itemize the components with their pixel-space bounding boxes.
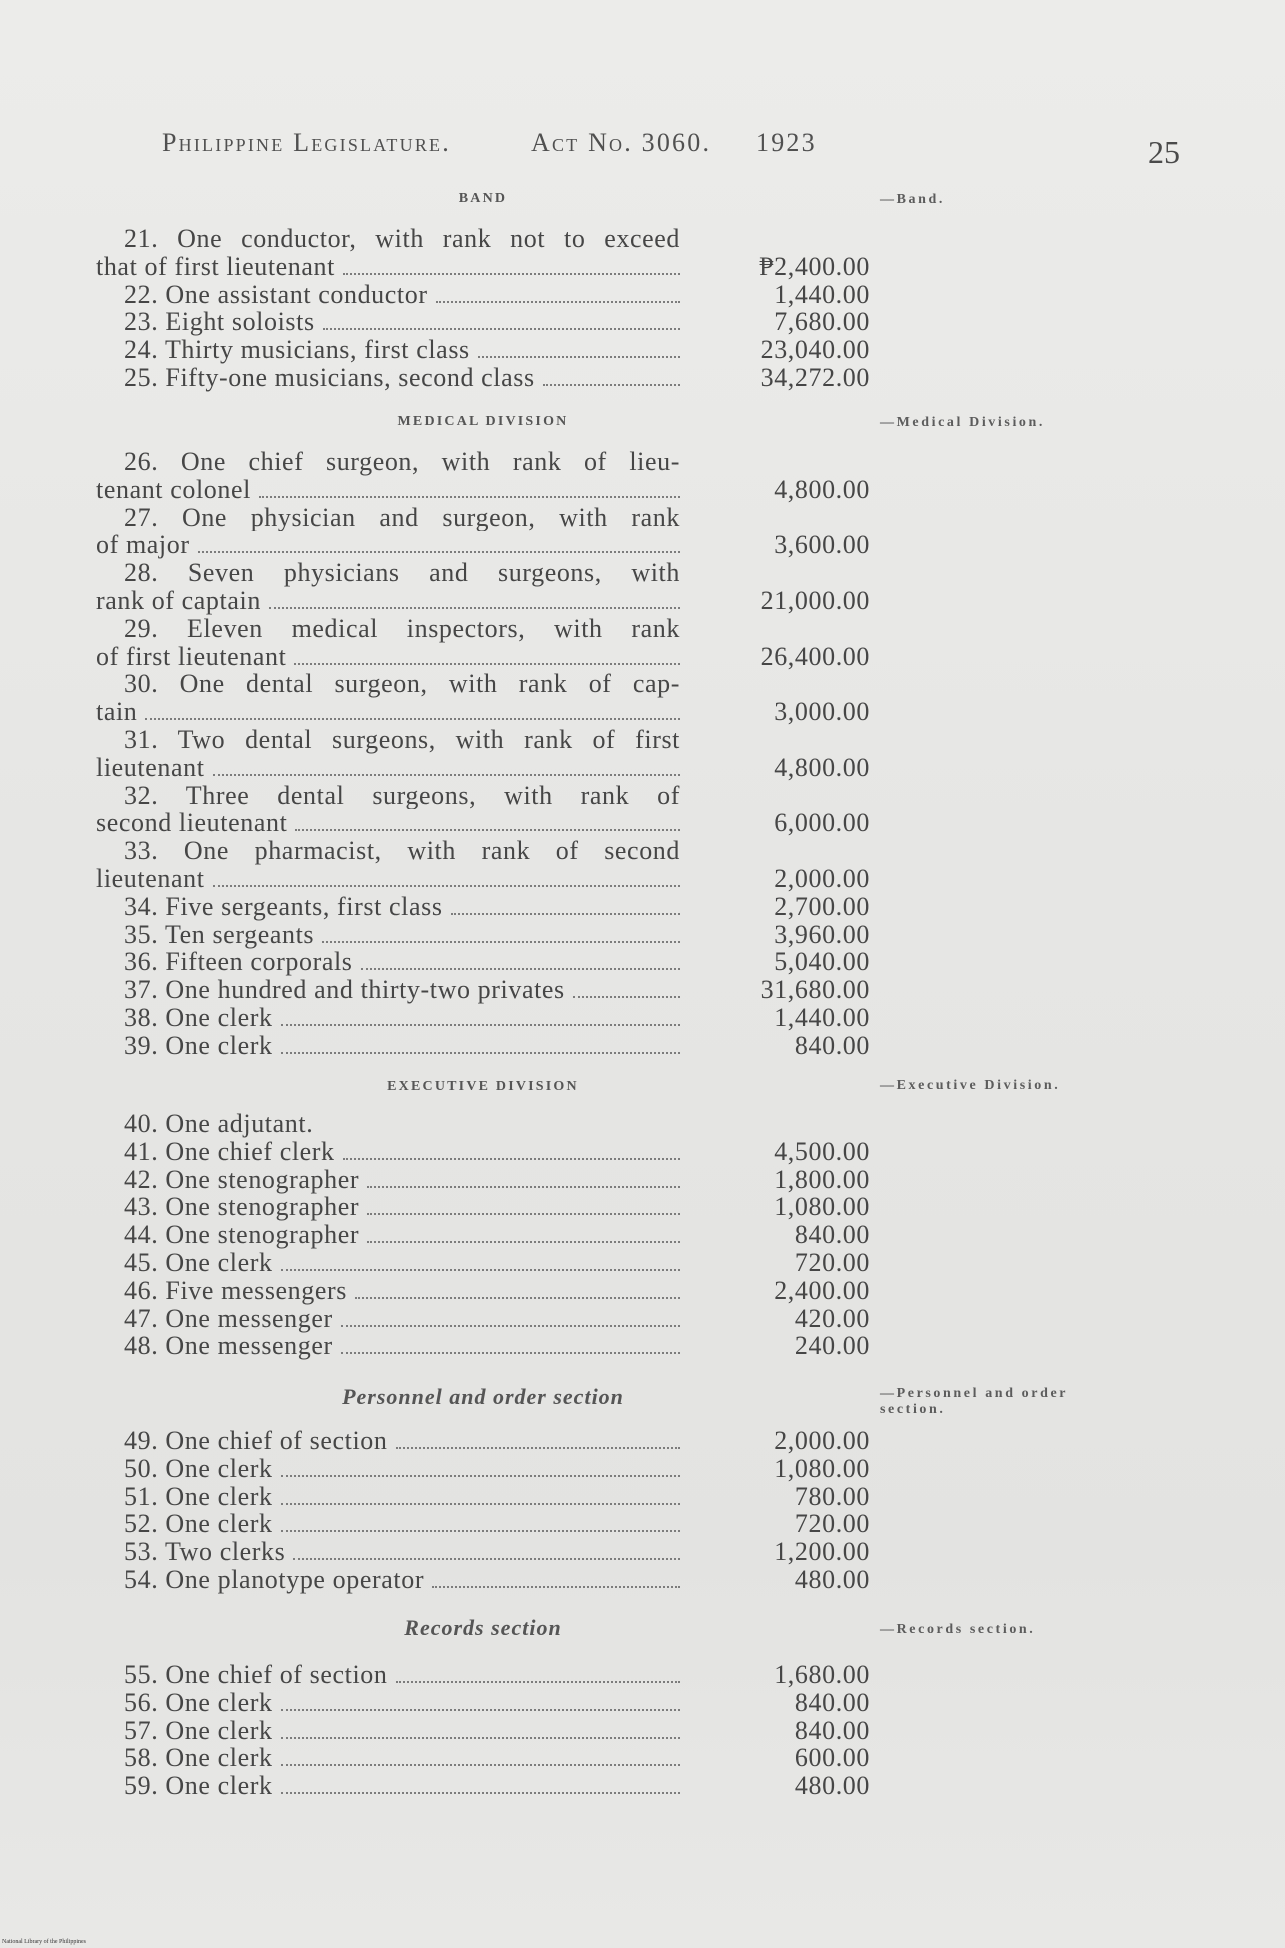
item-amount: 1,440.00 [774, 1002, 870, 1032]
item-amount: ₱2,400.00 [759, 251, 870, 281]
item-text: Fifteen corporals [165, 947, 353, 977]
item-number: 42. [124, 1164, 159, 1194]
item-text: One conductor, with rank not to exceed [177, 225, 680, 253]
item-text: One stenographer [165, 1220, 360, 1250]
item-amount: 840.00 [794, 1687, 870, 1717]
dot-leader [367, 1186, 680, 1188]
item-number: 54. [124, 1564, 159, 1594]
item-amount: 4,500.00 [774, 1136, 870, 1166]
list-item [96, 921, 870, 949]
item-amount: 720.00 [794, 1509, 870, 1539]
item-line-2 [96, 643, 870, 671]
item-text: Thirty musicians, first class [164, 335, 470, 365]
page-number: 25 [1148, 134, 1180, 170]
item-number: 37. [124, 975, 159, 1005]
item-number: 55. [124, 1660, 159, 1689]
list-item [96, 1332, 870, 1360]
item-number: 23. [124, 307, 159, 337]
item-amount: 240.00 [794, 1331, 870, 1361]
item-label [124, 1510, 273, 1538]
item-amount: 1,680.00 [774, 1660, 870, 1689]
item-text: One clerk [165, 1687, 273, 1717]
item-number: 56. [124, 1687, 159, 1717]
item-amount: 4,800.00 [774, 752, 870, 782]
item-number: 51. [124, 1481, 159, 1511]
item-label [124, 1166, 359, 1194]
item-text-continued: that of first lieutenant [96, 251, 335, 281]
item-number: 24. [124, 335, 159, 365]
dot-leader [269, 607, 680, 609]
item-text: One clerk [165, 1453, 273, 1483]
item-text: Five sergeants, first class [165, 891, 443, 921]
item-amount: 840.00 [794, 1030, 870, 1060]
dot-leader [281, 1764, 680, 1766]
dot-leader [281, 1709, 680, 1711]
item-text: Eleven medical inspectors, with rank [187, 614, 680, 643]
item-amount: 2,000.00 [774, 1426, 870, 1455]
list-item [96, 308, 870, 336]
item-amount: 480.00 [794, 1771, 870, 1801]
list-item [96, 448, 870, 504]
item-label [124, 1566, 424, 1594]
item-amount: 3,000.00 [774, 697, 870, 727]
item-amount: 21,000.00 [760, 585, 870, 615]
dot-leader [343, 273, 680, 275]
item-label [124, 1305, 333, 1333]
item-text: One adjutant. [165, 1109, 314, 1138]
item-label [124, 1249, 273, 1277]
item-number: 43. [124, 1192, 159, 1222]
item-text: One chief clerk [165, 1136, 335, 1166]
item-line-2 [96, 865, 870, 893]
list-item [96, 1004, 870, 1032]
dot-leader [367, 1241, 680, 1243]
item-text: One clerk [165, 1771, 273, 1801]
item-number: 36. [124, 947, 159, 977]
item-number: 34. [124, 891, 159, 921]
item-number: 35. [124, 919, 159, 949]
list-item [96, 976, 870, 1004]
item-text-continued: second lieutenant [96, 808, 288, 838]
item-text: One clerk [165, 1743, 273, 1773]
item-amount: 1,080.00 [774, 1453, 870, 1483]
list-item [96, 1661, 870, 1689]
item-number: 22. [124, 279, 159, 309]
item-text-continued: lieutenant [96, 863, 205, 893]
item-text: One assistant conductor [165, 279, 428, 309]
list-item [96, 281, 870, 309]
item-text: One clerk [165, 1030, 273, 1060]
list-item [96, 1166, 870, 1194]
item-text: One chief of section [165, 1660, 388, 1689]
item-text: One chief of section [165, 1426, 388, 1455]
dot-leader [341, 1352, 680, 1354]
item-amount: 31,680.00 [760, 975, 870, 1005]
list-item [96, 364, 870, 392]
list-item [96, 1427, 870, 1455]
item-amount: 3,600.00 [774, 530, 870, 560]
item-label [124, 1689, 273, 1717]
item-text: Two clerks [164, 1537, 286, 1567]
item-line-1 [96, 726, 680, 754]
dot-leader [295, 829, 680, 831]
list-item [96, 1744, 870, 1772]
section-personnel-items [96, 1427, 870, 1594]
dot-leader [281, 1737, 680, 1739]
list-item [96, 1110, 870, 1138]
section-heading-records: Records section [404, 1615, 562, 1640]
item-number: 45. [124, 1247, 159, 1277]
item-amount: 720.00 [794, 1247, 870, 1277]
item-text: Two dental surgeons, with rank of first [177, 725, 680, 754]
item-amount: 26,400.00 [760, 641, 870, 671]
dot-leader [573, 996, 680, 998]
item-label [124, 1455, 273, 1483]
margin-note-executive-division: —Executive Division. [880, 1078, 1061, 1093]
item-number: 33. [124, 837, 159, 865]
item-text: One planotype operator [165, 1564, 425, 1594]
item-line-2 [96, 809, 870, 837]
dot-leader [341, 1325, 680, 1327]
footer-credit: National Library of the Philippines [2, 1939, 86, 1945]
item-amount: 480.00 [794, 1564, 870, 1594]
item-number: 41. [124, 1136, 159, 1166]
item-number: 44. [124, 1220, 159, 1250]
item-text: Eight soloists [165, 307, 315, 337]
item-label [124, 921, 314, 949]
item-line-1 [96, 504, 680, 532]
item-line-1 [96, 670, 680, 698]
item-text: Fifty-one musicians, second class [165, 362, 535, 392]
item-text: One chief surgeon, with rank of lieu- [180, 448, 680, 476]
item-label [124, 1138, 335, 1166]
item-label [124, 1744, 273, 1772]
dot-leader [293, 1558, 680, 1560]
list-item [96, 1689, 870, 1717]
item-label [124, 1717, 273, 1745]
item-amount: 420.00 [794, 1303, 870, 1333]
item-amount: 2,000.00 [774, 863, 870, 893]
item-number: 49. [124, 1426, 159, 1455]
item-text: One messenger [165, 1331, 333, 1361]
item-amount: 4,800.00 [774, 474, 870, 504]
item-label [124, 1277, 347, 1305]
dot-leader [213, 774, 680, 776]
item-number: 31. [124, 725, 159, 754]
item-text: One clerk [165, 1247, 273, 1277]
item-number: 47. [124, 1303, 159, 1333]
item-label [124, 893, 443, 921]
list-item [96, 1717, 870, 1745]
item-label [124, 1661, 388, 1689]
item-amount: 1,080.00 [774, 1192, 870, 1222]
item-number: 59. [124, 1771, 159, 1801]
section-medical-items [96, 448, 870, 1060]
item-label [124, 1032, 273, 1060]
list-item [96, 615, 870, 671]
item-number: 52. [124, 1509, 159, 1539]
item-amount: 2,400.00 [774, 1275, 870, 1305]
item-text-continued: tain [96, 697, 138, 727]
dot-leader [281, 1530, 680, 1532]
item-amount: 5,040.00 [774, 947, 870, 977]
dot-leader [451, 913, 680, 915]
item-number: 25. [124, 362, 159, 392]
dot-leader [396, 1447, 680, 1449]
dot-leader [281, 1475, 680, 1477]
dot-leader [294, 663, 680, 665]
list-item [96, 1455, 870, 1483]
list-item [96, 837, 870, 893]
dot-leader [343, 1158, 680, 1160]
item-line-2 [96, 253, 870, 281]
item-amount: 600.00 [794, 1743, 870, 1773]
list-item [96, 559, 870, 615]
item-line-1 [96, 559, 680, 587]
dot-leader [355, 1297, 680, 1299]
margin-note-medical-division: —Medical Division. [880, 415, 1046, 430]
item-number: 28. [124, 559, 159, 587]
dot-leader [281, 1269, 680, 1271]
section-heading-executive-division: EXECUTIVE DIVISION [387, 1079, 579, 1094]
list-item [96, 1483, 870, 1511]
list-item [96, 1277, 870, 1305]
item-line-1 [96, 448, 680, 476]
list-item [96, 1538, 870, 1566]
item-label [124, 1483, 273, 1511]
dot-leader [432, 1586, 680, 1588]
section-records-items [96, 1661, 870, 1800]
item-amount: 23,040.00 [760, 335, 870, 365]
item-text-continued: of first lieutenant [96, 641, 287, 671]
dot-leader [543, 384, 680, 386]
item-text: Ten sergeants [164, 919, 315, 949]
item-text-continued: lieutenant [96, 752, 205, 782]
list-item [96, 1249, 870, 1277]
item-text-continued: tenant colonel [96, 474, 251, 504]
item-amount: 1,800.00 [774, 1164, 870, 1194]
item-line-2 [96, 587, 870, 615]
item-amount: 840.00 [794, 1715, 870, 1745]
item-label [124, 281, 428, 309]
item-text: One dental surgeon, with rank of cap- [179, 670, 680, 699]
item-amount: 780.00 [794, 1481, 870, 1511]
item-amount: 2,700.00 [774, 891, 870, 921]
item-amount: 840.00 [794, 1220, 870, 1250]
item-label [124, 308, 315, 336]
item-text-continued: rank of captain [96, 585, 261, 615]
item-text: One clerk [165, 1715, 273, 1745]
dot-leader [367, 1213, 680, 1215]
dot-leader [281, 1024, 680, 1026]
section-heading-band: BAND [458, 191, 508, 206]
item-line-1 [96, 615, 680, 643]
item-number: 46. [124, 1275, 159, 1305]
item-text: One hundred and thirty-two privates [165, 975, 565, 1005]
item-text: One clerk [165, 1002, 273, 1032]
list-item [96, 1510, 870, 1538]
item-number: 32. [124, 781, 159, 810]
item-label [124, 364, 535, 392]
dot-leader [281, 1792, 680, 1794]
item-line-1 [96, 225, 680, 253]
item-text: One clerk [165, 1509, 273, 1539]
item-label [124, 1221, 359, 1249]
item-label [124, 948, 353, 976]
section-heading-medical-division: MEDICAL DIVISION [397, 414, 569, 429]
margin-note-band: —Band. [880, 192, 946, 207]
item-amount: 1,440.00 [774, 279, 870, 309]
item-number: 38. [124, 1002, 159, 1032]
item-label [124, 976, 565, 1004]
running-head-title: Philippine Legislature. [162, 128, 451, 157]
item-number: 50. [124, 1453, 159, 1483]
item-amount: 7,680.00 [774, 307, 870, 337]
item-text: One messenger [165, 1303, 333, 1333]
list-item [96, 893, 870, 921]
item-text: Three dental surgeons, with rank of [185, 781, 680, 810]
item-line-1 [96, 837, 680, 865]
list-item [96, 1566, 870, 1594]
item-label [124, 1110, 313, 1138]
list-item [96, 670, 870, 726]
list-item [96, 336, 870, 364]
dot-leader [213, 885, 680, 887]
section-band-items [96, 225, 870, 392]
item-label [124, 1332, 333, 1360]
item-label [124, 1538, 285, 1566]
dot-leader [361, 968, 680, 970]
list-item [96, 504, 870, 560]
item-number: 21. [124, 225, 159, 253]
item-number: 40. [124, 1109, 159, 1138]
item-number: 30. [124, 670, 159, 699]
dot-leader [322, 941, 680, 943]
item-label [124, 1193, 359, 1221]
item-label [124, 1772, 273, 1800]
dot-leader [281, 1503, 680, 1505]
item-number: 27. [124, 503, 159, 532]
item-line-1 [96, 782, 680, 810]
item-label [124, 1427, 388, 1455]
item-text: Five messengers [165, 1275, 348, 1305]
item-text: One stenographer [165, 1192, 360, 1222]
list-item [96, 948, 870, 976]
dot-leader [145, 718, 680, 720]
item-amount: 34,272.00 [760, 362, 870, 392]
list-item [96, 726, 870, 782]
item-number: 26. [124, 448, 159, 476]
item-text: One physician and surgeon, with rank [181, 503, 680, 532]
item-amount: 3,960.00 [774, 919, 870, 949]
item-line-2 [96, 476, 870, 504]
item-number: 53. [124, 1537, 159, 1567]
item-line-2 [96, 698, 870, 726]
dot-leader [478, 356, 680, 358]
dot-leader [198, 551, 680, 553]
list-item [96, 782, 870, 838]
item-number: 48. [124, 1331, 159, 1361]
dot-leader [281, 1052, 680, 1054]
running-head-year: 1923 [756, 128, 817, 157]
running-head-act: Act No. 3060. [531, 128, 712, 157]
dot-leader [259, 496, 680, 498]
item-number: 29. [124, 614, 159, 643]
item-line-2 [96, 754, 870, 782]
item-label [124, 336, 470, 364]
list-item [96, 1032, 870, 1060]
dot-leader [436, 301, 680, 303]
margin-note-personnel-and-order: —Personnel and order section. [880, 1386, 1068, 1417]
list-item [96, 225, 870, 281]
section-heading-personnel-and-order: Personnel and order section [342, 1384, 624, 1409]
margin-note-records: —Records section. [880, 1622, 1036, 1637]
item-number: 58. [124, 1743, 159, 1773]
item-text: Seven physicians and surgeons, with [187, 559, 680, 587]
dot-leader [323, 328, 680, 330]
item-amount: 1,200.00 [774, 1537, 870, 1567]
item-label [124, 1004, 273, 1032]
item-number: 39. [124, 1030, 159, 1060]
list-item [96, 1305, 870, 1333]
list-item [96, 1772, 870, 1800]
section-executive-items [96, 1110, 870, 1360]
item-text: One stenographer [165, 1164, 360, 1194]
item-number: 57. [124, 1715, 159, 1745]
item-text: One clerk [165, 1481, 273, 1511]
list-item [96, 1138, 870, 1166]
list-item [96, 1221, 870, 1249]
item-line-2 [96, 531, 870, 559]
dot-leader [396, 1681, 680, 1683]
list-item [96, 1193, 870, 1221]
item-amount: 6,000.00 [774, 808, 870, 838]
item-text-continued: of major [96, 530, 190, 560]
item-text: One pharmacist, with rank of second [183, 837, 680, 865]
